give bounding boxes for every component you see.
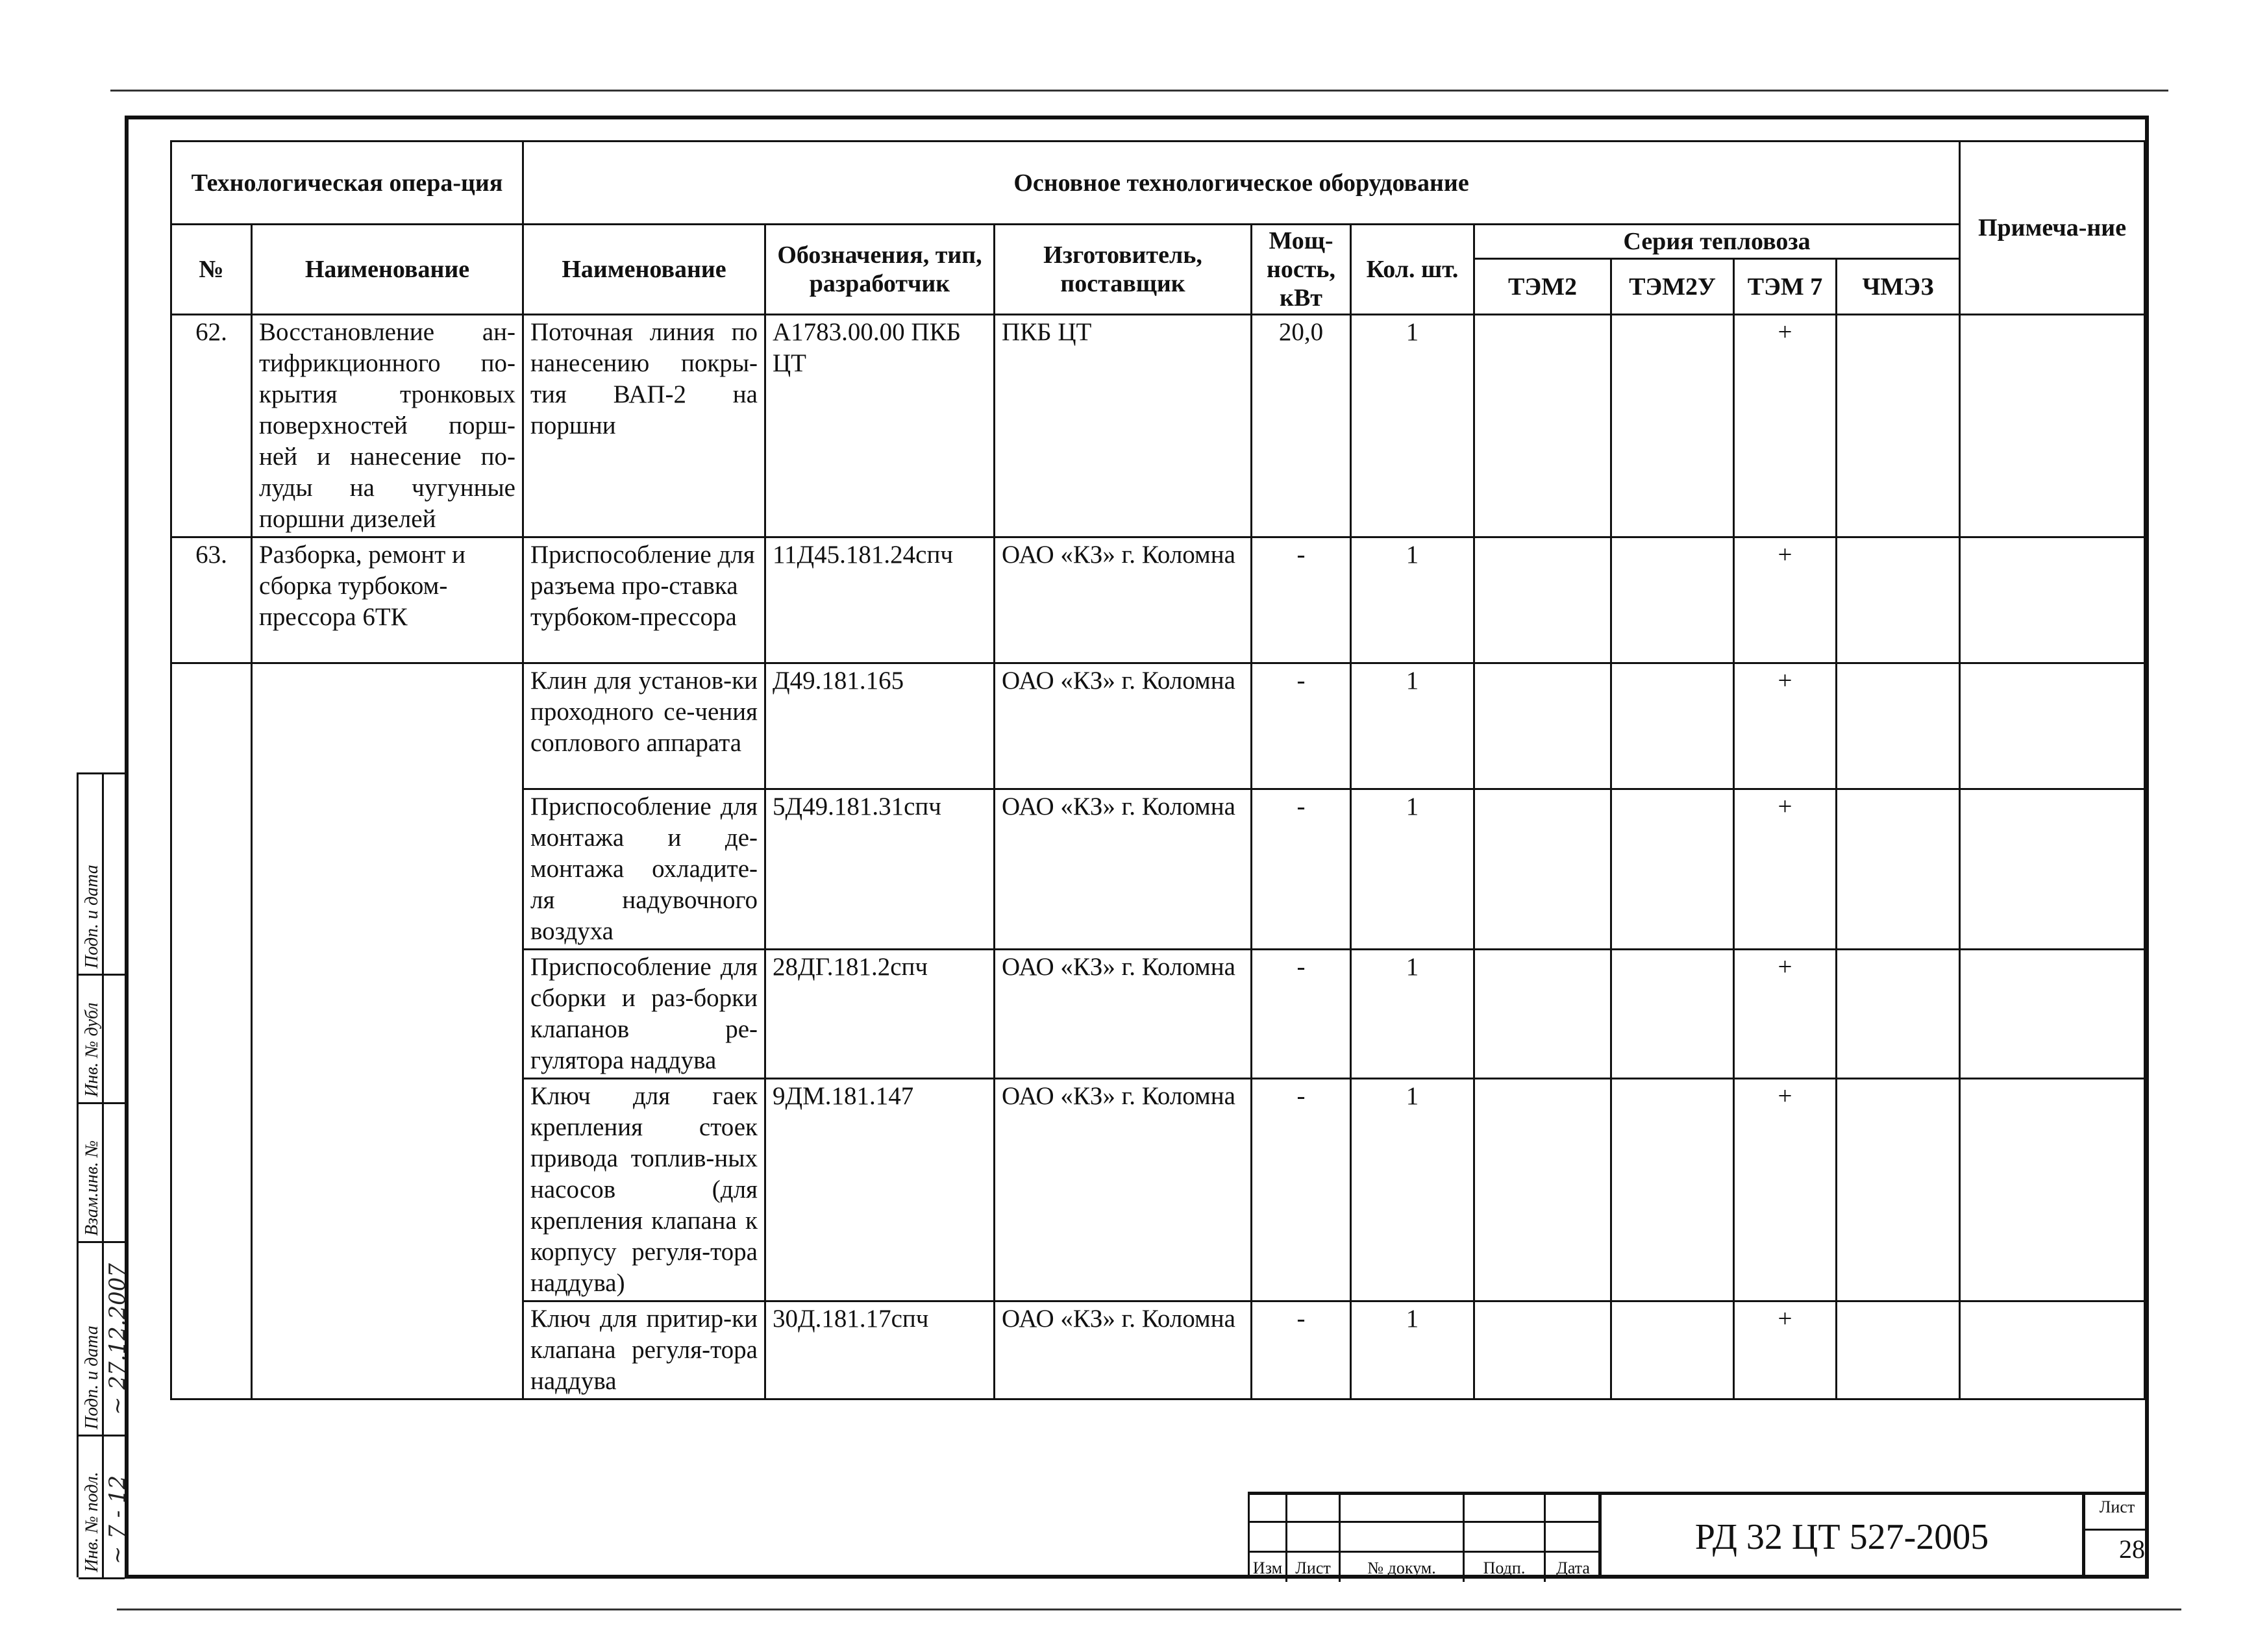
cell-tem2u bbox=[1611, 1079, 1734, 1301]
cell-equipment: Клин для установ-ки проходного се-чения соплового аппарата bbox=[523, 663, 765, 789]
cell-tem2 bbox=[1474, 663, 1611, 789]
cell-power: 20,0 bbox=[1252, 315, 1351, 537]
cell-tem2u bbox=[1611, 663, 1734, 789]
cell-qty: 1 bbox=[1351, 950, 1474, 1079]
cell-tem7: + bbox=[1734, 537, 1837, 663]
sheet-number: 28 bbox=[2119, 1535, 2145, 1564]
cell-note bbox=[1960, 537, 2145, 663]
header-note: Примеча-ние bbox=[1960, 142, 2145, 315]
cell-designation: 28ДГ.181.2спч bbox=[765, 950, 995, 1079]
side-label-replace: Взам.инв. № bbox=[82, 1140, 102, 1236]
cell-no: 63. bbox=[171, 537, 252, 663]
cell-tem7: + bbox=[1734, 1301, 1837, 1399]
header-manufacturer: Изготовитель, поставщик bbox=[995, 225, 1252, 315]
cell-designation: 5Д49.181.31спч bbox=[765, 789, 995, 950]
cell-designation: А1783.00.00 ПКБ ЦТ bbox=[765, 315, 995, 537]
cell-tem2u bbox=[1611, 789, 1734, 950]
side-cell-sign-date bbox=[79, 774, 125, 976]
side-label-sign-date-2: Подп. и дата bbox=[82, 1325, 102, 1429]
cell-manufacturer: ОАО «КЗ» г. Коломна bbox=[995, 789, 1252, 950]
cell-equipment: Ключ для гаек крепления стоек привода топлив-ных насосов (для крепления клапана к корпусу регуля-тора наддува) bbox=[523, 1079, 765, 1301]
cell-chme3 bbox=[1837, 315, 1960, 537]
side-cell-original bbox=[79, 1436, 130, 1579]
header-op-name: Наименование bbox=[252, 225, 523, 315]
cell-operation: Разборка, ремонт и сборка турбоком-прессора 6ТК bbox=[252, 537, 523, 663]
cell-note bbox=[1960, 950, 2145, 1079]
header-no: № bbox=[171, 225, 252, 315]
cell-equipment: Приспособление для сборки и раз-борки клапанов ре-гулятора наддува bbox=[523, 950, 765, 1079]
cell-equipment: Ключ для притир-ки клапана регуля-тора наддува bbox=[523, 1301, 765, 1399]
side-cell-replace bbox=[79, 1104, 125, 1243]
cell-equipment: Поточная линия по нанесению покры-тия ВАП-2 на поршни bbox=[523, 315, 765, 537]
cell-chme3 bbox=[1837, 537, 1960, 663]
cell-tem7: + bbox=[1734, 315, 1837, 537]
side-cell-dup bbox=[79, 976, 125, 1104]
cell-operation bbox=[252, 663, 523, 1399]
header-tech-operation: Технологическая опера-ция bbox=[171, 142, 523, 225]
cell-tem2u bbox=[1611, 537, 1734, 663]
cell-qty: 1 bbox=[1351, 1079, 1474, 1301]
cell-note bbox=[1960, 789, 2145, 950]
cell-manufacturer: ОАО «КЗ» г. Коломна bbox=[995, 950, 1252, 1079]
cell-power: - bbox=[1252, 663, 1351, 789]
cell-power: - bbox=[1252, 789, 1351, 950]
cell-manufacturer: ОАО «КЗ» г. Коломна bbox=[995, 663, 1252, 789]
cell-power: - bbox=[1252, 1301, 1351, 1399]
cell-chme3 bbox=[1837, 663, 1960, 789]
cell-designation: Д49.181.165 bbox=[765, 663, 995, 789]
cell-no bbox=[171, 663, 252, 1399]
cell-manufacturer: ОАО «КЗ» г. Коломна bbox=[995, 537, 1252, 663]
header-qty: Кол. шт. bbox=[1351, 225, 1474, 315]
handwritten-inventory-number: ~ 7 - 12 bbox=[105, 1475, 130, 1564]
title-block bbox=[1248, 1492, 2149, 1579]
cell-tem7: + bbox=[1734, 1079, 1837, 1301]
side-label-sign-date: Подп. и дата bbox=[82, 865, 102, 968]
document-code: РД 32 ЦТ 527-2005 bbox=[1598, 1492, 2082, 1579]
cell-no: 62. bbox=[171, 315, 252, 537]
title-block-list: Лист bbox=[1295, 1559, 1331, 1577]
cell-note bbox=[1960, 663, 2145, 789]
side-label-dup: Инв. № дубл bbox=[82, 1002, 102, 1097]
title-block-doc-no: № докум. bbox=[1367, 1559, 1436, 1577]
cell-tem7: + bbox=[1734, 950, 1837, 1079]
cell-note bbox=[1960, 1079, 2145, 1301]
table-row bbox=[171, 315, 2145, 537]
sheet-box bbox=[2082, 1492, 2149, 1579]
header-eq-name: Наименование bbox=[523, 225, 765, 315]
header-series-tem2u: ТЭМ2У bbox=[1611, 259, 1734, 315]
header-series-chme3: ЧМЭЗ bbox=[1837, 259, 1960, 315]
cell-qty: 1 bbox=[1351, 789, 1474, 950]
cell-tem2 bbox=[1474, 950, 1611, 1079]
cell-chme3 bbox=[1837, 789, 1960, 950]
cell-manufacturer: ПКБ ЦТ bbox=[995, 315, 1252, 537]
cell-designation: 11Д45.181.24спч bbox=[765, 537, 995, 663]
cell-equipment: Приспособление для монтажа и де-монтажа охладите-ля надувочного воздуха bbox=[523, 789, 765, 950]
frame-top-line bbox=[110, 90, 2168, 92]
cell-designation: 30Д.181.17спч bbox=[765, 1301, 995, 1399]
cell-power: - bbox=[1252, 537, 1351, 663]
cell-tem2 bbox=[1474, 1079, 1611, 1301]
title-block-grid bbox=[1248, 1492, 1598, 1579]
cell-equipment: Приспособление для разъема про-ставка турбоком-прессора bbox=[523, 537, 765, 663]
cell-manufacturer: ОАО «КЗ» г. Коломна bbox=[995, 1079, 1252, 1301]
cell-chme3 bbox=[1837, 950, 1960, 1079]
handwritten-signature: ~ 27.12.2007 bbox=[105, 1263, 130, 1415]
title-block-date: Дата bbox=[1556, 1559, 1590, 1577]
cell-chme3 bbox=[1837, 1301, 1960, 1399]
header-designation: Обозначения, тип, разработчик bbox=[765, 225, 995, 315]
cell-tem2u bbox=[1611, 950, 1734, 1079]
header-series-tem2: ТЭМ2 bbox=[1474, 259, 1611, 315]
cell-qty: 1 bbox=[1351, 663, 1474, 789]
cell-qty: 1 bbox=[1351, 315, 1474, 537]
table-row bbox=[171, 537, 2145, 663]
cell-note bbox=[1960, 315, 2145, 537]
sheet-label: Лист bbox=[2099, 1498, 2135, 1516]
cell-tem7: + bbox=[1734, 789, 1837, 950]
cell-tem7: + bbox=[1734, 663, 1837, 789]
equipment-table bbox=[170, 140, 2146, 1400]
cell-tem2 bbox=[1474, 537, 1611, 663]
cell-tem2 bbox=[1474, 789, 1611, 950]
cell-tem2 bbox=[1474, 1301, 1611, 1399]
cell-tem2u bbox=[1611, 315, 1734, 537]
frame-bottom-line bbox=[117, 1609, 2181, 1610]
table-row bbox=[171, 663, 2145, 789]
header-series: Серия тепловоза bbox=[1474, 225, 1960, 259]
cell-qty: 1 bbox=[1351, 537, 1474, 663]
header-main-equipment: Основное технологическое оборудование bbox=[523, 142, 1960, 225]
cell-chme3 bbox=[1837, 1079, 1960, 1301]
header-series-tem7: ТЭМ 7 bbox=[1734, 259, 1837, 315]
cell-note bbox=[1960, 1301, 2145, 1399]
side-cell-sign-date-2 bbox=[79, 1243, 130, 1436]
cell-manufacturer: ОАО «КЗ» г. Коломна bbox=[995, 1301, 1252, 1399]
cell-tem2 bbox=[1474, 315, 1611, 537]
cell-power: - bbox=[1252, 1079, 1351, 1301]
cell-power: - bbox=[1252, 950, 1351, 1079]
cell-designation: 9ДМ.181.147 bbox=[765, 1079, 995, 1301]
side-stamp bbox=[77, 772, 130, 1577]
header-power: Мощ-ность, кВт bbox=[1252, 225, 1351, 315]
title-block-izm: Изм bbox=[1252, 1559, 1283, 1577]
cell-operation: Восстановление ан-тифрикционного по-крытия тронковых поверхностей порш-ней и нанесение по-луды на чугунные поршни дизелей bbox=[252, 315, 523, 537]
cell-tem2u bbox=[1611, 1301, 1734, 1399]
title-block-sign: Подп. bbox=[1483, 1559, 1526, 1577]
side-label-original: Инв. № подл. bbox=[82, 1472, 102, 1572]
cell-qty: 1 bbox=[1351, 1301, 1474, 1399]
